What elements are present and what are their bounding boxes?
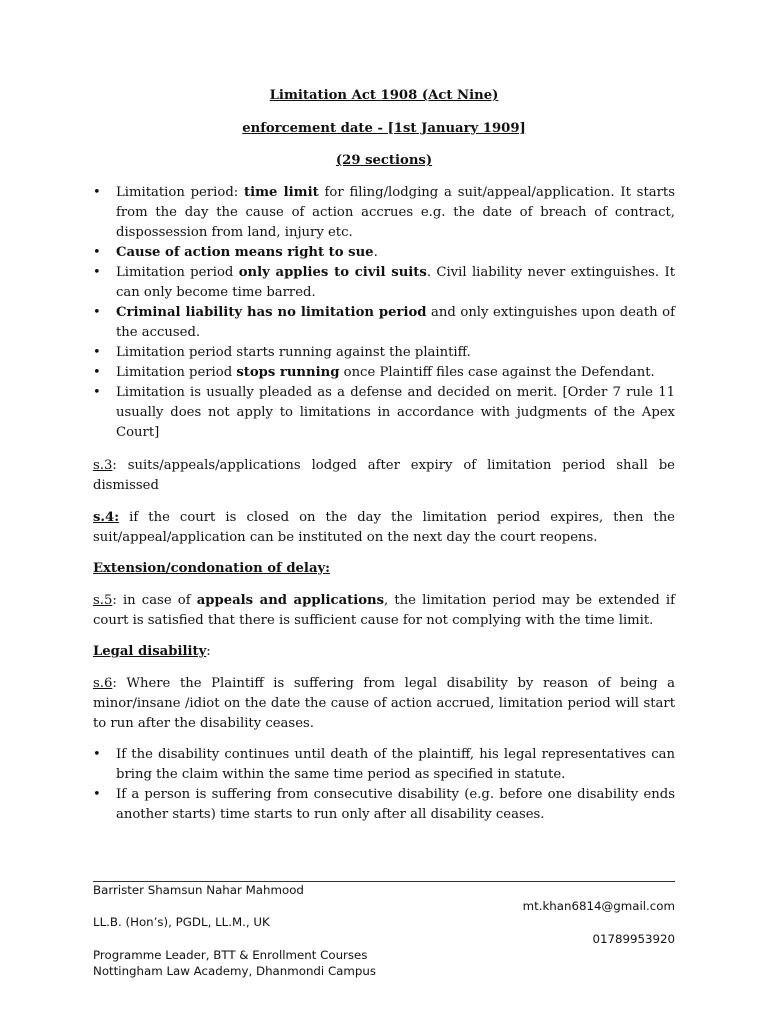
list-item: • Cause of action means right to sue.	[93, 243, 675, 263]
list-item: • If the disability continues until death of the plaintiff, his legal representatives can bring the claim within the same time period as specified in statute.	[93, 745, 675, 785]
list-item: • Limitation period starts running against the plaintiff.	[93, 343, 675, 363]
enforcement-date: enforcement date - [1st January 1909]	[242, 121, 526, 136]
extension-heading: Extension/condonation of delay:	[93, 561, 331, 576]
author-name: Barrister Shamsun Nahar Mahmood	[93, 883, 304, 897]
list-item: • Limitation is usually pleaded as a defense and decided on merit. [Order 7 rule 11 usually does not apply to limitations in accordance with judgments of the Apex Court]	[93, 383, 675, 443]
disability-bullet-list	[93, 745, 675, 825]
section-3-label: s.3	[93, 458, 113, 473]
section-5-paragraph: s.5: in case of appeals and applications, the limitation period may be extended if court is satisfied that there is sufficient cause for not complying with the time limit.	[93, 593, 675, 628]
list-item: • Criminal liability has no limitation period and only extinguishes upon death of the accused.	[93, 303, 675, 343]
author-degrees: LL.B. (Hon’s), PGDL, LL.M., UK	[93, 915, 270, 929]
section-3-paragraph: s.3: suits/appeals/applications lodged after expiry of limitation period shall be dismissed	[93, 458, 675, 493]
section-4-paragraph: s.4: if the court is closed on the day the limitation period expires, then the suit/appeal/application can be instituted on the next day the court reopens.	[93, 510, 675, 545]
list-item: • Limitation period stops running once Plaintiff files case against the Defendant.	[93, 363, 675, 383]
legal-disability-heading: Legal disability:	[93, 644, 211, 659]
section-6-paragraph: s.6: Where the Plaintiff is suffering from legal disability by reason of being a minor/insane /idiot on the date the cause of action accrued, limitation period will start to run after the disability ceases.	[93, 676, 675, 731]
author-role: Programme Leader, BTT & Enrollment Courses	[93, 948, 368, 962]
section-4-label: s.4:	[93, 510, 120, 525]
list-item: • Limitation period only applies to civil suits. Civil liability never extinguishes. It can only become time barred.	[93, 263, 675, 303]
author-email: mt.khan6814@gmail.com	[522, 899, 675, 913]
section-5-label: s.5	[93, 593, 113, 608]
document-title: Limitation Act 1908 (Act Nine)	[269, 88, 499, 103]
sections-count: (29 sections)	[335, 153, 433, 168]
limitation-bullet-list	[93, 183, 675, 443]
author-academy: Nottingham Law Academy, Dhanmondi Campus	[93, 964, 377, 978]
list-item: • If a person is suffering from consecutive disability (e.g. before one disability ends another starts) time starts to run only after all disability ceases.	[93, 785, 675, 825]
section-6-label: s.6	[93, 676, 113, 691]
author-phone: 01789953920	[592, 932, 675, 946]
list-item: • Limitation period: time limit for filing/lodging a suit/appeal/application. It starts from the day the cause of action accrues e.g. the date of breach of contract, dispossession from land, injury etc.	[93, 183, 675, 243]
